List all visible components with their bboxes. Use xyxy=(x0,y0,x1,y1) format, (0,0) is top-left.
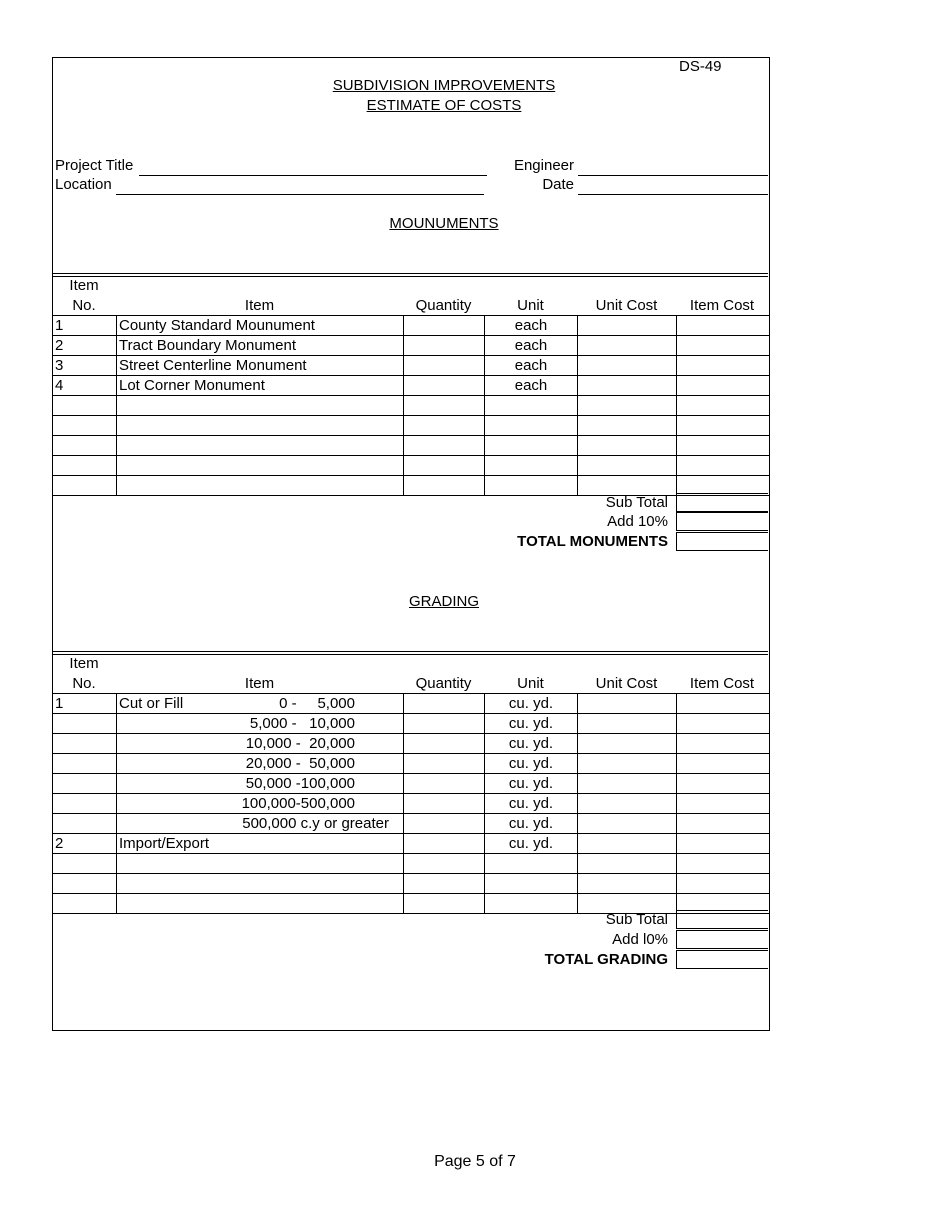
item-no xyxy=(53,734,117,754)
item-no xyxy=(53,794,117,814)
item-no xyxy=(53,774,117,794)
empty-cell[interactable] xyxy=(53,854,117,874)
grading-total-field[interactable] xyxy=(676,950,768,969)
unit-cell: each xyxy=(485,316,578,336)
table-row xyxy=(53,834,770,854)
item-no: 2 xyxy=(53,834,117,854)
empty-cell[interactable] xyxy=(117,396,404,416)
item-name: County Standard Mounument xyxy=(117,316,404,336)
empty-cell[interactable] xyxy=(677,854,770,874)
empty-cell[interactable] xyxy=(53,874,117,894)
table-row-empty xyxy=(53,476,770,496)
date-field[interactable] xyxy=(578,194,768,195)
item-no xyxy=(53,814,117,834)
item-no: 2 xyxy=(53,336,117,356)
grading-heading: GRADING xyxy=(408,593,479,610)
table-row-empty xyxy=(53,416,770,436)
grading-add-field[interactable] xyxy=(676,930,768,949)
empty-cell[interactable] xyxy=(53,396,117,416)
unit-cell: cu. yd. xyxy=(485,714,578,734)
empty-cell[interactable] xyxy=(578,436,677,456)
item-cost-cell[interactable] xyxy=(677,376,770,396)
item-cost-cell[interactable] xyxy=(677,714,770,734)
item-no xyxy=(53,714,117,734)
item-cost-cell[interactable] xyxy=(677,774,770,794)
quantity-cell[interactable] xyxy=(404,694,485,714)
col-unit-cost: Unit Cost xyxy=(595,297,658,314)
item-label: Cut or Fill xyxy=(119,694,184,712)
quantity-cell[interactable] xyxy=(404,814,485,834)
unit-cell: cu. yd. xyxy=(485,734,578,754)
range-label: 100,000-500,000 xyxy=(117,794,404,814)
table-row xyxy=(53,814,770,834)
monuments-table xyxy=(52,315,770,496)
unit-cell: each xyxy=(485,356,578,376)
unit-cell: cu. yd. xyxy=(485,754,578,774)
quantity-cell[interactable] xyxy=(404,834,485,854)
table-row xyxy=(53,734,770,754)
empty-cell[interactable] xyxy=(404,416,485,436)
empty-cell[interactable] xyxy=(404,396,485,416)
empty-cell[interactable] xyxy=(117,436,404,456)
empty-cell[interactable] xyxy=(404,854,485,874)
unit-cell: cu. yd. xyxy=(485,774,578,794)
unit-cost-cell[interactable] xyxy=(578,376,677,396)
monuments-heading: MOUNUMENTS xyxy=(389,215,499,232)
empty-cell[interactable] xyxy=(578,456,677,476)
quantity-cell[interactable] xyxy=(404,754,485,774)
col-quantity: Quantity xyxy=(415,675,472,692)
unit-cost-cell[interactable] xyxy=(578,694,677,714)
unit-cost-cell[interactable] xyxy=(578,734,677,754)
item-cost-cell[interactable] xyxy=(677,336,770,356)
table-row-empty xyxy=(53,874,770,894)
unit-cell: cu. yd. xyxy=(485,834,578,854)
empty-cell[interactable] xyxy=(117,874,404,894)
empty-cell[interactable] xyxy=(578,396,677,416)
unit-cost-cell[interactable] xyxy=(578,774,677,794)
col-unit-cost: Unit Cost xyxy=(595,675,658,692)
empty-cell[interactable] xyxy=(677,456,770,476)
item-cost-cell[interactable] xyxy=(677,694,770,714)
table-row-empty xyxy=(53,456,770,476)
unit-cell: each xyxy=(485,336,578,356)
empty-cell[interactable] xyxy=(485,456,578,476)
empty-cell[interactable] xyxy=(404,476,485,496)
col-item-no-line2: No. xyxy=(72,675,96,692)
empty-cell[interactable] xyxy=(404,456,485,476)
unit-cell: cu. yd. xyxy=(485,814,578,834)
range-label: 0 - 5,000 xyxy=(279,694,355,712)
empty-cell[interactable] xyxy=(53,476,117,496)
unit-cost-cell[interactable] xyxy=(578,714,677,734)
item-name: Tract Boundary Monument xyxy=(117,336,404,356)
col-quantity: Quantity xyxy=(415,297,472,314)
unit-cost-cell[interactable] xyxy=(578,794,677,814)
quantity-cell[interactable] xyxy=(404,794,485,814)
grading-total-label: TOTAL GRADING xyxy=(544,951,668,968)
location-field[interactable] xyxy=(116,194,484,195)
item-cost-cell[interactable] xyxy=(677,814,770,834)
item-cost-cell[interactable] xyxy=(677,356,770,376)
engineer-label: Engineer xyxy=(513,157,574,174)
item-no: 3 xyxy=(53,356,117,376)
item-no xyxy=(53,754,117,774)
location-label: Location xyxy=(55,176,112,193)
item-name: Lot Corner Monument xyxy=(117,376,404,396)
empty-cell[interactable] xyxy=(117,894,404,914)
monuments-total-label: TOTAL MONUMENTS xyxy=(517,533,668,550)
table-row xyxy=(53,694,770,714)
range-label: 50,000 -100,000 xyxy=(117,774,404,794)
item-name xyxy=(117,694,404,714)
empty-cell[interactable] xyxy=(117,456,404,476)
range-label: 10,000 - 20,000 xyxy=(117,734,404,754)
col-item: Item xyxy=(244,675,275,692)
item-cost-cell[interactable] xyxy=(677,834,770,854)
empty-cell[interactable] xyxy=(677,396,770,416)
empty-cell[interactable] xyxy=(485,416,578,436)
empty-cell[interactable] xyxy=(117,854,404,874)
col-unit: Unit xyxy=(517,675,544,692)
empty-cell[interactable] xyxy=(677,416,770,436)
monuments-add-field[interactable] xyxy=(676,512,768,531)
quantity-cell[interactable] xyxy=(404,356,485,376)
table-row xyxy=(53,376,770,396)
unit-cost-cell[interactable] xyxy=(578,336,677,356)
unit-cell: cu. yd. xyxy=(485,794,578,814)
page-number: Page 5 of 7 xyxy=(434,1153,516,1170)
item-no: 1 xyxy=(53,316,117,336)
empty-cell[interactable] xyxy=(485,436,578,456)
monuments-subtotal-label: Sub Total xyxy=(605,494,668,511)
table-row xyxy=(53,316,770,336)
form-id: DS-49 xyxy=(679,58,722,75)
quantity-cell[interactable] xyxy=(404,714,485,734)
empty-cell[interactable] xyxy=(117,476,404,496)
item-no: 4 xyxy=(53,376,117,396)
monuments-subtotal-field[interactable] xyxy=(676,493,768,512)
unit-cost-cell[interactable] xyxy=(578,814,677,834)
empty-cell[interactable] xyxy=(53,894,117,914)
table-row xyxy=(53,794,770,814)
col-item: Item xyxy=(244,297,275,314)
empty-cell[interactable] xyxy=(578,476,677,496)
unit-cost-cell[interactable] xyxy=(578,754,677,774)
grading-table xyxy=(52,693,770,914)
project-title-label: Project Title xyxy=(55,157,134,174)
empty-cell[interactable] xyxy=(677,874,770,894)
table-row xyxy=(53,754,770,774)
col-item-no-line2: No. xyxy=(72,297,96,314)
item-cost-cell[interactable] xyxy=(677,754,770,774)
empty-cell[interactable] xyxy=(485,396,578,416)
empty-cell[interactable] xyxy=(53,436,117,456)
empty-cell[interactable] xyxy=(404,436,485,456)
grading-divider xyxy=(52,651,768,655)
unit-cost-cell[interactable] xyxy=(578,316,677,336)
col-item-cost: Item Cost xyxy=(689,297,755,314)
item-cost-cell[interactable] xyxy=(677,316,770,336)
table-row xyxy=(53,714,770,734)
table-row-empty xyxy=(53,436,770,456)
col-unit: Unit xyxy=(517,297,544,314)
grading-subtotal-field[interactable] xyxy=(676,910,768,929)
empty-cell[interactable] xyxy=(117,416,404,436)
form-title-line1: SUBDIVISION IMPROVEMENTS xyxy=(332,77,556,94)
quantity-cell[interactable] xyxy=(404,316,485,336)
col-item-cost: Item Cost xyxy=(689,675,755,692)
range-label: 500,000 c.y or greater xyxy=(117,814,404,834)
table-row-empty xyxy=(53,854,770,874)
table-row xyxy=(53,774,770,794)
grading-add-label: Add l0% xyxy=(612,931,668,948)
unit-cost-cell[interactable] xyxy=(578,834,677,854)
item-cost-cell[interactable] xyxy=(677,794,770,814)
item-no: 1 xyxy=(53,694,117,714)
range-label: 5,000 - 10,000 xyxy=(117,714,404,734)
empty-cell[interactable] xyxy=(578,416,677,436)
col-item-no-line1: Item xyxy=(69,277,99,294)
quantity-cell[interactable] xyxy=(404,774,485,794)
empty-cell[interactable] xyxy=(404,894,485,914)
empty-cell[interactable] xyxy=(485,874,578,894)
empty-cell[interactable] xyxy=(53,456,117,476)
engineer-field[interactable] xyxy=(578,175,768,176)
item-cost-cell[interactable] xyxy=(677,734,770,754)
table-row xyxy=(53,356,770,376)
unit-cell: cu. yd. xyxy=(485,694,578,714)
unit-cell: each xyxy=(485,376,578,396)
empty-cell[interactable] xyxy=(485,894,578,914)
table-row xyxy=(53,336,770,356)
grading-subtotal-label: Sub Total xyxy=(605,911,668,928)
empty-cell[interactable] xyxy=(677,436,770,456)
monuments-divider xyxy=(52,273,768,277)
empty-cell[interactable] xyxy=(578,854,677,874)
empty-cell[interactable] xyxy=(53,416,117,436)
date-label: Date xyxy=(542,176,574,193)
project-title-field[interactable] xyxy=(139,175,487,176)
form-title-line2: ESTIMATE OF COSTS xyxy=(366,97,522,114)
empty-cell[interactable] xyxy=(404,874,485,894)
monuments-add-label: Add 10% xyxy=(607,513,668,530)
quantity-cell[interactable] xyxy=(404,376,485,396)
item-name: Import/Export xyxy=(117,834,404,854)
table-row-empty xyxy=(53,396,770,416)
item-name: Street Centerline Monument xyxy=(117,356,404,376)
range-label: 20,000 - 50,000 xyxy=(117,754,404,774)
unit-cost-cell[interactable] xyxy=(578,356,677,376)
quantity-cell[interactable] xyxy=(404,734,485,754)
empty-cell[interactable] xyxy=(485,854,578,874)
empty-cell[interactable] xyxy=(578,874,677,894)
col-item-no-line1: Item xyxy=(69,655,99,672)
quantity-cell[interactable] xyxy=(404,336,485,356)
empty-cell[interactable] xyxy=(485,476,578,496)
monuments-total-field[interactable] xyxy=(676,532,768,551)
